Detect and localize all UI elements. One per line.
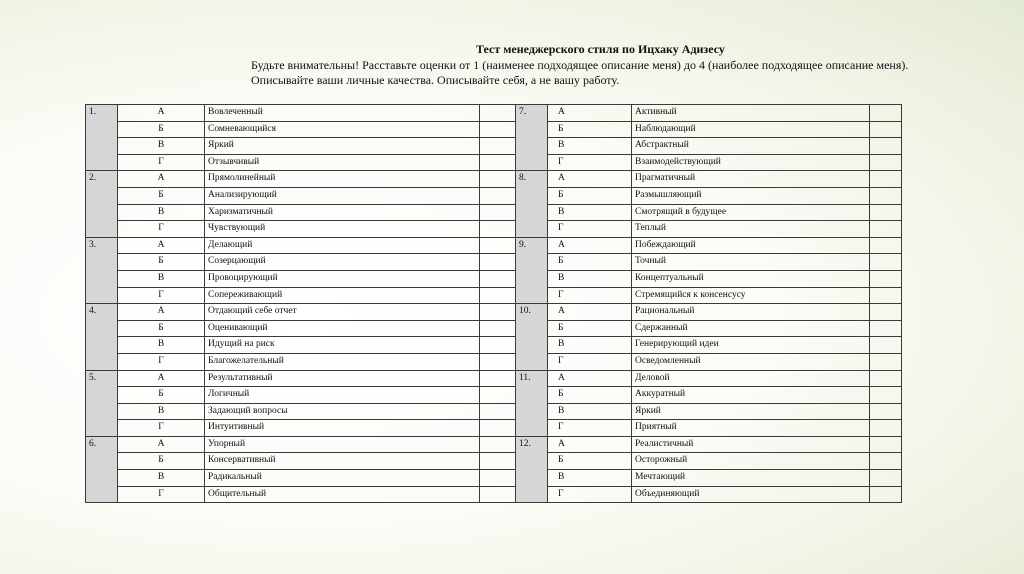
table-row	[86, 470, 902, 487]
option-description: Рациональный	[632, 304, 870, 321]
score-cell[interactable]	[480, 403, 516, 420]
score-cell[interactable]	[870, 436, 902, 453]
option-letter: Б	[548, 254, 632, 271]
option-letter: Г	[548, 486, 632, 503]
table-row	[86, 105, 902, 122]
option-description: Сопереживающий	[205, 287, 480, 304]
score-cell[interactable]	[870, 187, 902, 204]
table-row	[86, 254, 902, 271]
option-description: Чувствующий	[205, 221, 480, 238]
table-row	[86, 204, 902, 221]
option-description: Сдержанный	[632, 320, 870, 337]
score-cell[interactable]	[480, 138, 516, 155]
option-letter: Г	[548, 420, 632, 437]
table-row	[86, 353, 902, 370]
table-row	[86, 270, 902, 287]
quiz-table	[85, 104, 902, 503]
score-cell[interactable]	[870, 370, 902, 387]
score-cell[interactable]	[480, 270, 516, 287]
option-letter: Г	[118, 420, 205, 437]
table-row	[86, 337, 902, 354]
option-description: Приятный	[632, 420, 870, 437]
option-letter: Г	[548, 154, 632, 171]
question-number: 8.	[516, 171, 548, 237]
option-description: Взаимодействующий	[632, 154, 870, 171]
option-description: Задающий вопросы	[205, 403, 480, 420]
table-row	[86, 420, 902, 437]
option-description: Провоцирующий	[205, 270, 480, 287]
score-cell[interactable]	[870, 254, 902, 271]
question-number: 5.	[86, 370, 118, 436]
option-letter: Б	[118, 387, 205, 404]
option-letter: В	[548, 138, 632, 155]
option-description: Вовлеченный	[205, 105, 480, 122]
option-letter: В	[548, 204, 632, 221]
option-description: Абстрактный	[632, 138, 870, 155]
option-description: Анализирующий	[205, 187, 480, 204]
option-letter: А	[118, 304, 205, 321]
option-description: Деловой	[632, 370, 870, 387]
score-cell[interactable]	[870, 154, 902, 171]
score-cell[interactable]	[870, 237, 902, 254]
option-letter: В	[118, 270, 205, 287]
option-description: Мечтающий	[632, 470, 870, 487]
option-description: Объединяющий	[632, 486, 870, 503]
option-description: Оценивающий	[205, 320, 480, 337]
option-description: Радикальный	[205, 470, 480, 487]
option-letter: А	[548, 304, 632, 321]
score-cell[interactable]	[870, 453, 902, 470]
score-cell[interactable]	[870, 270, 902, 287]
score-cell[interactable]	[480, 486, 516, 503]
score-cell[interactable]	[870, 470, 902, 487]
option-description: Размышляющий	[632, 187, 870, 204]
score-cell[interactable]	[480, 105, 516, 122]
score-cell[interactable]	[870, 403, 902, 420]
option-letter: Б	[548, 121, 632, 138]
option-letter: Г	[118, 154, 205, 171]
table-row	[86, 453, 902, 470]
table-row	[86, 370, 902, 387]
option-description: Осторожный	[632, 453, 870, 470]
option-letter: Б	[118, 254, 205, 271]
table-row	[86, 304, 902, 321]
table-row	[86, 320, 902, 337]
option-description: Созерцающий	[205, 254, 480, 271]
option-description: Реалистичный	[632, 436, 870, 453]
option-description: Стремящийся к консенсусу	[632, 287, 870, 304]
option-letter: А	[118, 436, 205, 453]
option-description: Осведомленный	[632, 353, 870, 370]
score-cell[interactable]	[870, 337, 902, 354]
option-letter: В	[548, 470, 632, 487]
option-letter: Г	[548, 353, 632, 370]
option-letter: Б	[118, 320, 205, 337]
instruction-line-1: Будьте внимательны! Расставьте оценки от 1 (наименее подходящее описание меня) до 4 (наиболее подходящее описание меня).	[251, 58, 909, 72]
score-cell[interactable]	[480, 304, 516, 321]
option-description: Побеждающий	[632, 237, 870, 254]
option-letter: Б	[118, 187, 205, 204]
question-number: 11.	[516, 370, 548, 436]
option-description: Прямолинейный	[205, 171, 480, 188]
option-letter: Г	[548, 221, 632, 238]
option-description: Смотрящий в будущее	[632, 204, 870, 221]
option-letter: Б	[548, 187, 632, 204]
option-letter: Г	[118, 486, 205, 503]
option-letter: А	[118, 370, 205, 387]
table-row	[86, 486, 902, 503]
score-cell[interactable]	[480, 420, 516, 437]
score-cell[interactable]	[480, 436, 516, 453]
option-description: Интуитивный	[205, 420, 480, 437]
option-letter: Б	[548, 453, 632, 470]
question-number: 2.	[86, 171, 118, 237]
question-number: 3.	[86, 237, 118, 303]
question-number: 1.	[86, 105, 118, 171]
table-row	[86, 221, 902, 238]
table-row	[86, 403, 902, 420]
option-description: Генерирующий идеи	[632, 337, 870, 354]
option-description: Точный	[632, 254, 870, 271]
option-letter: Г	[118, 221, 205, 238]
score-cell[interactable]	[870, 387, 902, 404]
instructions	[251, 58, 971, 88]
table-row	[86, 154, 902, 171]
option-description: Теплый	[632, 221, 870, 238]
option-letter: А	[548, 171, 632, 188]
option-letter: В	[548, 337, 632, 354]
option-description: Отзывчивый	[205, 154, 480, 171]
test-title: Тест менеджерского стиля по Ицхаку Адизесу	[476, 42, 725, 56]
score-cell[interactable]	[870, 138, 902, 155]
score-cell[interactable]	[480, 370, 516, 387]
score-cell[interactable]	[480, 287, 516, 304]
option-description: Наблюдающий	[632, 121, 870, 138]
option-description: Аккуратный	[632, 387, 870, 404]
option-description: Упорный	[205, 436, 480, 453]
option-letter: А	[118, 237, 205, 254]
option-letter: В	[118, 403, 205, 420]
option-letter: Б	[548, 387, 632, 404]
option-description: Концептуальный	[632, 270, 870, 287]
question-number: 10.	[516, 304, 548, 370]
question-number: 9.	[516, 237, 548, 303]
option-description: Активный	[632, 105, 870, 122]
score-cell[interactable]	[480, 387, 516, 404]
option-letter: Г	[548, 287, 632, 304]
instruction-line-2: Описывайте ваши личные качества. Описывайте себя, а не вашу работу.	[251, 73, 620, 87]
option-description: Общительный	[205, 486, 480, 503]
score-cell[interactable]	[870, 353, 902, 370]
option-letter: А	[118, 105, 205, 122]
score-cell[interactable]	[480, 187, 516, 204]
option-letter: В	[548, 403, 632, 420]
option-letter: Б	[118, 453, 205, 470]
option-description: Сомневающийся	[205, 121, 480, 138]
option-description: Консервативный	[205, 453, 480, 470]
option-description: Отдающий себе отчет	[205, 304, 480, 321]
score-cell[interactable]	[480, 470, 516, 487]
score-cell[interactable]	[870, 105, 902, 122]
table-row	[86, 187, 902, 204]
question-number: 7.	[516, 105, 548, 171]
score-cell[interactable]	[480, 154, 516, 171]
table-row	[86, 121, 902, 138]
option-letter: В	[118, 204, 205, 221]
option-description: Делающий	[205, 237, 480, 254]
score-cell[interactable]	[480, 204, 516, 221]
score-cell[interactable]	[870, 221, 902, 238]
score-cell[interactable]	[480, 353, 516, 370]
option-letter: А	[118, 171, 205, 188]
score-cell[interactable]	[870, 171, 902, 188]
score-cell[interactable]	[480, 221, 516, 238]
score-cell[interactable]	[870, 320, 902, 337]
option-letter: Г	[118, 353, 205, 370]
score-cell[interactable]	[480, 237, 516, 254]
score-cell[interactable]	[870, 304, 902, 321]
score-cell[interactable]	[480, 121, 516, 138]
table-row	[86, 436, 902, 453]
option-description: Яркий	[632, 403, 870, 420]
option-letter: В	[118, 337, 205, 354]
option-description: Харизматичный	[205, 204, 480, 221]
table-row	[86, 171, 902, 188]
score-cell[interactable]	[480, 254, 516, 271]
option-letter: В	[118, 138, 205, 155]
score-cell[interactable]	[480, 453, 516, 470]
score-cell[interactable]	[870, 121, 902, 138]
option-description: Результативный	[205, 370, 480, 387]
option-letter: Г	[118, 287, 205, 304]
question-number: 12.	[516, 436, 548, 502]
table-row	[86, 287, 902, 304]
score-cell[interactable]	[870, 204, 902, 221]
table-row	[86, 387, 902, 404]
score-cell[interactable]	[870, 420, 902, 437]
option-letter: А	[548, 237, 632, 254]
table-row	[86, 138, 902, 155]
option-description: Благожелательный	[205, 353, 480, 370]
option-description: Логичный	[205, 387, 480, 404]
option-letter: А	[548, 105, 632, 122]
option-letter: Б	[118, 121, 205, 138]
score-cell[interactable]	[480, 337, 516, 354]
score-cell[interactable]	[480, 171, 516, 188]
option-description: Прагматичный	[632, 171, 870, 188]
score-cell[interactable]	[870, 486, 902, 503]
table-row	[86, 237, 902, 254]
option-letter: А	[548, 436, 632, 453]
option-letter: В	[118, 470, 205, 487]
score-cell[interactable]	[480, 320, 516, 337]
option-description: Яркий	[205, 138, 480, 155]
score-cell[interactable]	[870, 287, 902, 304]
question-number: 4.	[86, 304, 118, 370]
option-letter: А	[548, 370, 632, 387]
option-letter: Б	[548, 320, 632, 337]
option-description: Идущий на риск	[205, 337, 480, 354]
option-letter: В	[548, 270, 632, 287]
question-number: 6.	[86, 436, 118, 502]
